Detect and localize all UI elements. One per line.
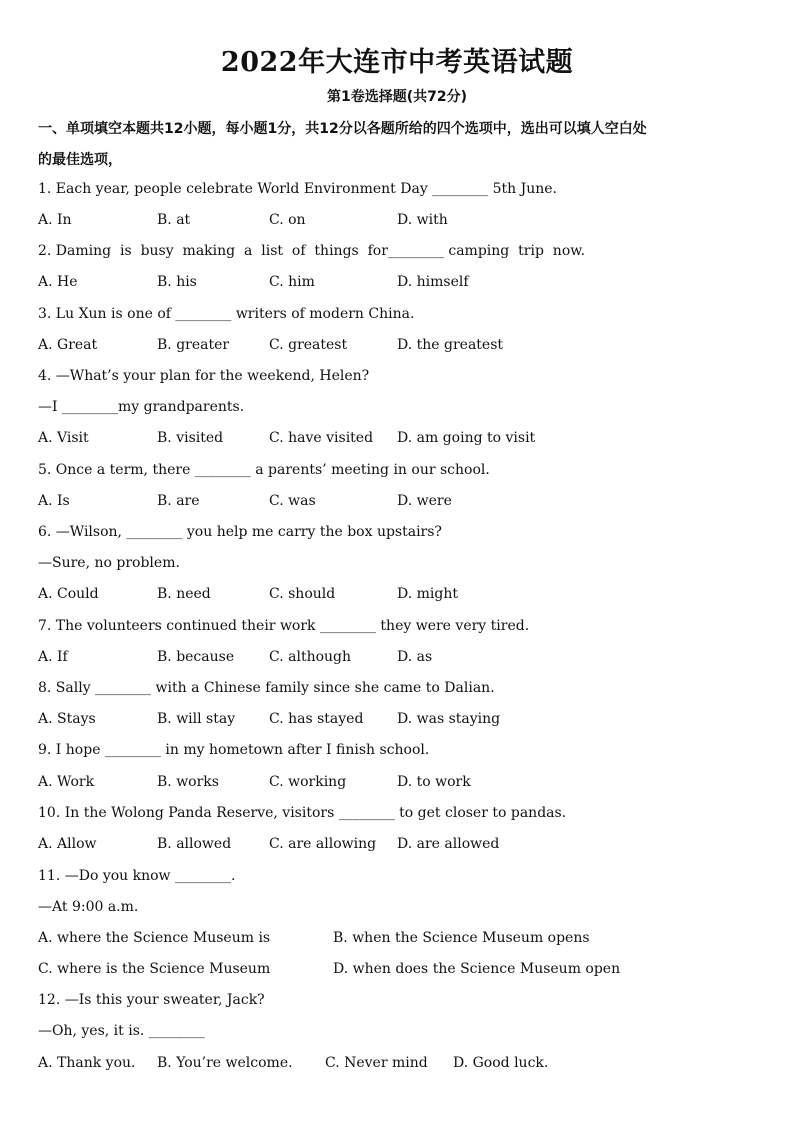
question-10-option-d: D. are allowed xyxy=(397,836,500,852)
question-2-option-d: D. himself xyxy=(397,274,469,290)
question-4-option-b: B. visited xyxy=(157,430,224,446)
question-3-option-b: B. greater xyxy=(157,337,230,353)
question-7-option-d: D. as xyxy=(397,649,433,665)
instructions-line-1: 一、单项填空本题共12小题，每小题1分，共12分以各题所给的四个选项中，选出可以填人空白处 xyxy=(38,121,647,137)
question-2-stem: 2. Daming is busy making a list of things for________ camping trip now. xyxy=(38,243,586,259)
question-10-option-c: C. are allowing xyxy=(269,836,377,852)
question-12-option-a: A. Thank you. xyxy=(38,1055,136,1071)
question-12-option-d: D. Good luck. xyxy=(453,1055,549,1071)
question-5-option-b: B. are xyxy=(157,493,200,509)
question-7-option-b: B. because xyxy=(157,649,235,665)
question-1-option-d: D. with xyxy=(397,212,448,228)
question-11-option-c: C. where is the Science Museum xyxy=(38,961,271,977)
question-6-stem: 6. —Wilson, ________ you help me carry the box upstairs? xyxy=(38,524,442,540)
question-3-option-c: C. greatest xyxy=(269,337,348,353)
question-8-option-b: B. will stay xyxy=(157,711,236,727)
question-10-option-a: A. Allow xyxy=(38,836,97,852)
question-9-stem: 9. I hope ________ in my hometown after I finish school. xyxy=(38,742,430,758)
question-2-option-a: A. He xyxy=(38,274,78,290)
question-9-option-b: B. works xyxy=(157,774,219,790)
question-10-option-b: B. allowed xyxy=(157,836,232,852)
instructions-line-2: 的最佳选项， xyxy=(38,152,122,168)
question-1-stem: 1. Each year, people celebrate World Environment Day ________ 5th June. xyxy=(38,181,558,197)
question-1-option-b: B. at xyxy=(157,212,191,228)
question-12-option-b: B. You’re welcome. xyxy=(157,1055,293,1071)
question-9-option-c: C. working xyxy=(269,774,347,790)
question-4-option-a: A. Visit xyxy=(38,430,89,446)
question-7-option-c: C. although xyxy=(269,649,352,665)
question-7-stem: 7. The volunteers continued their work ________ they were very tired. xyxy=(38,618,530,634)
question-4-option-c: C. have visited xyxy=(269,430,374,446)
question-12-option-c: C. Never mind xyxy=(325,1055,428,1071)
question-5-stem: 5. Once a term, there ________ a parents’ meeting in our school. xyxy=(38,462,490,478)
question-4-answer-line: —I ________my grandparents. xyxy=(38,399,245,415)
question-4-stem: 4. —What’s your plan for the weekend, Helen? xyxy=(38,368,370,384)
question-11-option-d: D. when does the Science Museum open xyxy=(333,961,621,977)
question-8-stem: 8. Sally ________ with a Chinese family since she came to Dalian. xyxy=(38,680,495,696)
question-3-stem: 3. Lu Xun is one of ________ writers of modern China. xyxy=(38,306,415,322)
question-8-option-c: C. has stayed xyxy=(269,711,364,727)
question-5-option-c: C. was xyxy=(269,493,316,509)
question-6-answer-line: —Sure, no problem. xyxy=(38,555,180,571)
question-6-option-d: D. might xyxy=(397,586,458,602)
question-8-option-a: A. Stays xyxy=(38,711,96,727)
page-title: 2022年大连市中考英语试题 xyxy=(220,47,574,78)
question-3-option-d: D. the greatest xyxy=(397,337,504,353)
question-2-option-b: B. his xyxy=(157,274,197,290)
question-7-option-a: A. If xyxy=(38,649,68,665)
question-6-option-a: A. Could xyxy=(38,586,99,602)
question-11-option-a: A. where the Science Museum is xyxy=(38,930,271,946)
question-1-option-a: A. In xyxy=(38,212,72,228)
question-6-option-c: C. should xyxy=(269,586,336,602)
question-12-answer-line: —Oh, yes, it is. ________ xyxy=(38,1023,205,1039)
question-9-option-d: D. to work xyxy=(397,774,471,790)
question-11-stem: 11. —Do you know ________. xyxy=(38,868,236,884)
question-10-stem: 10. In the Wolong Panda Reserve, visitors ________ to get closer to pandas. xyxy=(38,805,567,821)
question-11-answer-line: —At 9:00 a.m. xyxy=(38,899,139,915)
question-2-option-c: C. him xyxy=(269,274,315,290)
question-1-option-c: C. on xyxy=(269,212,306,228)
question-11-option-b: B. when the Science Museum opens xyxy=(333,930,590,946)
section-subtitle: 第1卷选择题(共72分) xyxy=(326,89,468,105)
question-5-option-a: A. Is xyxy=(38,493,70,509)
question-5-option-d: D. were xyxy=(397,493,452,509)
question-4-option-d: D. am going to visit xyxy=(397,430,536,446)
question-12-stem: 12. —Is this your sweater, Jack? xyxy=(38,992,265,1008)
question-8-option-d: D. was staying xyxy=(397,711,501,727)
question-6-option-b: B. need xyxy=(157,586,211,602)
question-9-option-a: A. Work xyxy=(38,774,95,790)
question-3-option-a: A. Great xyxy=(38,337,98,353)
